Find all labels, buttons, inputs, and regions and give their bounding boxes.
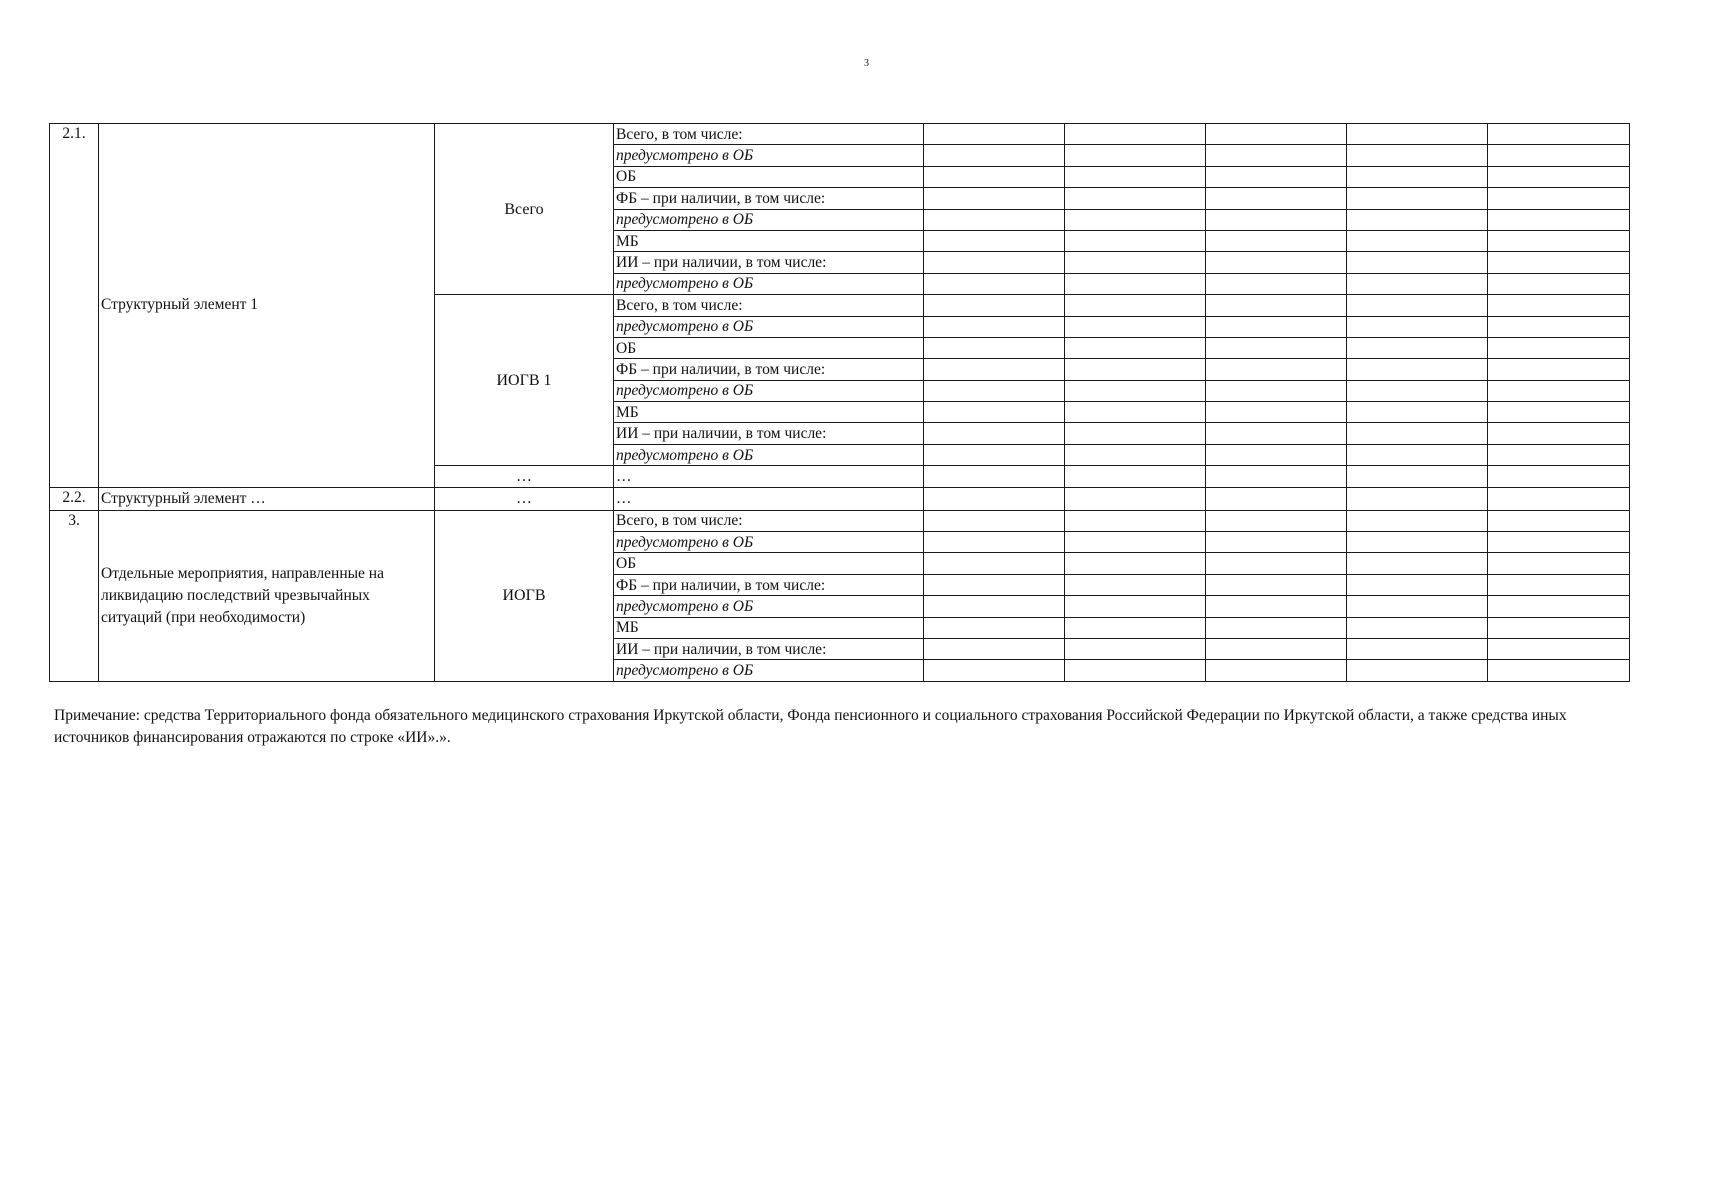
amount-cell [924, 444, 1065, 465]
funding-source-label: Всего, в том числе: [614, 124, 924, 145]
amount-cell [924, 402, 1065, 423]
structural-element-name: Отдельные мероприятия, направленные на ликвидацию последствий чрезвычайных ситуаций (при необходимости) [99, 510, 435, 681]
amount-cell [924, 532, 1065, 553]
structural-element-name: Структурный элемент 1 [99, 124, 435, 488]
amount-cell [924, 230, 1065, 251]
executor-name: … [435, 487, 614, 510]
amount-cell [1206, 273, 1347, 294]
amount-cell [1065, 510, 1206, 531]
funding-source-label: ФБ – при наличии, в том числе: [614, 188, 924, 209]
amount-cell [1347, 359, 1488, 380]
amount-cell [1206, 532, 1347, 553]
table-row [50, 510, 1630, 531]
amount-cell [1488, 209, 1630, 230]
amount-cell [1065, 166, 1206, 187]
funding-source-label: предусмотрено в ОБ [614, 380, 924, 401]
amount-cell [1065, 124, 1206, 145]
amount-cell [1488, 295, 1630, 316]
amount-cell [1488, 337, 1630, 358]
amount-cell [924, 660, 1065, 681]
executor-name: ИОГВ 1 [435, 295, 614, 466]
structural-element-name: Структурный элемент … [99, 487, 435, 510]
amount-cell [924, 487, 1065, 510]
amount-cell [924, 145, 1065, 166]
amount-cell [1488, 423, 1630, 444]
amount-cell [1065, 273, 1206, 294]
funding-source-label: предусмотрено в ОБ [614, 273, 924, 294]
amount-cell [1065, 402, 1206, 423]
amount-cell [1488, 273, 1630, 294]
amount-cell [1488, 145, 1630, 166]
amount-cell [1206, 553, 1347, 574]
amount-cell [924, 638, 1065, 659]
amount-cell [924, 596, 1065, 617]
amount-cell [1065, 553, 1206, 574]
amount-cell [1347, 145, 1488, 166]
amount-cell [1488, 487, 1630, 510]
amount-cell [1065, 487, 1206, 510]
amount-cell [1065, 660, 1206, 681]
amount-cell [924, 209, 1065, 230]
amount-cell [1488, 316, 1630, 337]
funding-source-label: ОБ [614, 166, 924, 187]
financing-table [49, 123, 1630, 682]
funding-source-label: предусмотрено в ОБ [614, 444, 924, 465]
amount-cell [1206, 337, 1347, 358]
amount-cell [1347, 273, 1488, 294]
amount-cell [1347, 337, 1488, 358]
amount-cell [1347, 209, 1488, 230]
funding-source-label: ФБ – при наличии, в том числе: [614, 359, 924, 380]
amount-cell [924, 295, 1065, 316]
funding-source-label: предусмотрено в ОБ [614, 209, 924, 230]
amount-cell [1488, 660, 1630, 681]
funding-source-label: МБ [614, 402, 924, 423]
amount-cell [1347, 596, 1488, 617]
item-number: 2.1. [50, 124, 99, 488]
amount-cell [1488, 510, 1630, 531]
amount-cell [1347, 510, 1488, 531]
amount-cell [1488, 574, 1630, 595]
funding-source-label: предусмотрено в ОБ [614, 660, 924, 681]
amount-cell [1206, 423, 1347, 444]
amount-cell [924, 359, 1065, 380]
amount-cell [924, 166, 1065, 187]
amount-cell [1065, 230, 1206, 251]
amount-cell [1347, 660, 1488, 681]
amount-cell [924, 252, 1065, 273]
amount-cell [924, 380, 1065, 401]
funding-source-label: ИИ – при наличии, в том числе: [614, 423, 924, 444]
amount-cell [1206, 638, 1347, 659]
funding-source-label: Всего, в том числе: [614, 295, 924, 316]
amount-cell [1488, 444, 1630, 465]
amount-cell [1206, 166, 1347, 187]
amount-cell [1065, 295, 1206, 316]
amount-cell [1206, 124, 1347, 145]
amount-cell [1488, 617, 1630, 638]
amount-cell [1206, 145, 1347, 166]
amount-cell [1065, 444, 1206, 465]
amount-cell [924, 188, 1065, 209]
amount-cell [1347, 532, 1488, 553]
amount-cell [1065, 380, 1206, 401]
amount-cell [1347, 230, 1488, 251]
amount-cell [1488, 359, 1630, 380]
amount-cell [1065, 359, 1206, 380]
amount-cell [1488, 188, 1630, 209]
funding-source-label: ОБ [614, 337, 924, 358]
funding-source-label: МБ [614, 230, 924, 251]
amount-cell [1347, 638, 1488, 659]
note: Примечание: средства Территориального фонда обязательного медицинского страхования Иркутской области, Фонда пенсионного и социального страхования Российской Федерации по Иркутской области, а также средства иных источников финансирования отражаются по строке «ИИ».». [54, 707, 1567, 746]
amount-cell [1488, 124, 1630, 145]
amount-cell [1347, 444, 1488, 465]
amount-cell [1206, 596, 1347, 617]
amount-cell [1206, 402, 1347, 423]
amount-cell [1488, 252, 1630, 273]
item-number: 3. [50, 510, 99, 681]
table-row [50, 124, 1630, 145]
amount-cell [1206, 444, 1347, 465]
amount-cell [1065, 145, 1206, 166]
executor-name: … [435, 466, 614, 487]
amount-cell [1065, 188, 1206, 209]
amount-cell [1206, 510, 1347, 531]
amount-cell [1206, 487, 1347, 510]
amount-cell [1206, 617, 1347, 638]
amount-cell [1206, 359, 1347, 380]
amount-cell [1347, 295, 1488, 316]
amount-cell [1347, 466, 1488, 487]
amount-cell [1065, 596, 1206, 617]
amount-cell [1206, 252, 1347, 273]
funding-source-label: МБ [614, 617, 924, 638]
amount-cell [1347, 487, 1488, 510]
amount-cell [1347, 553, 1488, 574]
amount-cell [1065, 423, 1206, 444]
amount-cell [1488, 230, 1630, 251]
amount-cell [924, 423, 1065, 444]
amount-cell [1206, 466, 1347, 487]
amount-cell [1347, 188, 1488, 209]
funding-source-label: ИИ – при наличии, в том числе: [614, 252, 924, 273]
amount-cell [1347, 380, 1488, 401]
amount-cell [1347, 423, 1488, 444]
amount-cell [1065, 638, 1206, 659]
amount-cell [924, 273, 1065, 294]
amount-cell [1065, 574, 1206, 595]
amount-cell [1347, 166, 1488, 187]
amount-cell [1347, 252, 1488, 273]
funding-source-label: … [614, 466, 924, 487]
amount-cell [1488, 166, 1630, 187]
amount-cell [1347, 617, 1488, 638]
amount-cell [1488, 638, 1630, 659]
funding-source-label: ОБ [614, 553, 924, 574]
table-body [50, 124, 1630, 682]
amount-cell [1347, 124, 1488, 145]
amount-cell [1206, 209, 1347, 230]
amount-cell [1065, 466, 1206, 487]
funding-source-label: Всего, в том числе: [614, 510, 924, 531]
executor-name: Всего [435, 124, 614, 295]
amount-cell [1206, 574, 1347, 595]
funding-source-label: предусмотрено в ОБ [614, 145, 924, 166]
amount-cell [1206, 188, 1347, 209]
amount-cell [1206, 380, 1347, 401]
funding-source-label: предусмотрено в ОБ [614, 532, 924, 553]
amount-cell [924, 617, 1065, 638]
amount-cell [1065, 617, 1206, 638]
amount-cell [924, 553, 1065, 574]
table-row [50, 487, 1630, 510]
amount-cell [1347, 402, 1488, 423]
amount-cell [1488, 402, 1630, 423]
funding-source-label: ИИ – при наличии, в том числе: [614, 638, 924, 659]
amount-cell [1065, 532, 1206, 553]
amount-cell [1488, 380, 1630, 401]
funding-source-label: ФБ – при наличии, в том числе: [614, 574, 924, 595]
amount-cell [1488, 553, 1630, 574]
page-number: 3 [864, 58, 869, 69]
amount-cell [1206, 316, 1347, 337]
executor-name: ИОГВ [435, 510, 614, 681]
amount-cell [1065, 337, 1206, 358]
funding-source-label: предусмотрено в ОБ [614, 596, 924, 617]
amount-cell [924, 337, 1065, 358]
amount-cell [1206, 230, 1347, 251]
amount-cell [1065, 209, 1206, 230]
amount-cell [924, 574, 1065, 595]
funding-source-label: предусмотрено в ОБ [614, 316, 924, 337]
amount-cell [1488, 532, 1630, 553]
amount-cell [1065, 316, 1206, 337]
amount-cell [1488, 466, 1630, 487]
funding-source-label: … [614, 487, 924, 510]
amount-cell [1206, 295, 1347, 316]
amount-cell [1347, 316, 1488, 337]
item-number: 2.2. [50, 487, 99, 510]
amount-cell [924, 466, 1065, 487]
amount-cell [1488, 596, 1630, 617]
amount-cell [924, 124, 1065, 145]
amount-cell [1065, 252, 1206, 273]
amount-cell [924, 316, 1065, 337]
amount-cell [924, 510, 1065, 531]
amount-cell [1347, 574, 1488, 595]
amount-cell [1206, 660, 1347, 681]
